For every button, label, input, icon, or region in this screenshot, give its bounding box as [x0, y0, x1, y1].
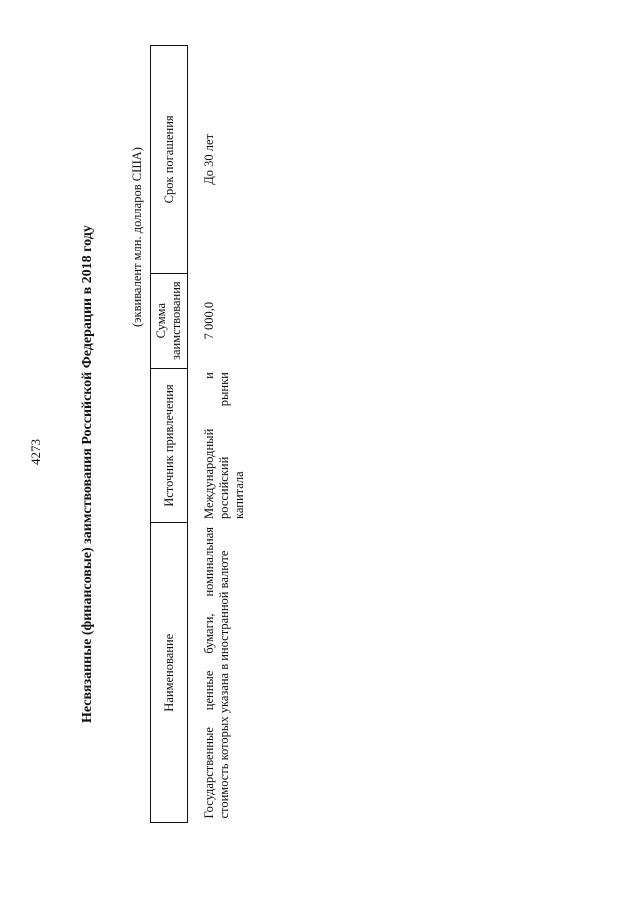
table-row: [188, 46, 248, 823]
table-header-row: [151, 46, 188, 823]
units-note: (эквивалент млн. долларов США): [130, 147, 144, 327]
cell-term: До 30 лет: [202, 133, 216, 185]
cell-name: Государственные ценные бумаги, номинальная стоимость которых указана в иностранной валюте: [202, 526, 231, 819]
header-name: Наименование: [151, 523, 188, 823]
cell-source: Международный и российский рынки капитала: [202, 372, 246, 519]
header-source: Источник привлечения: [151, 368, 188, 523]
header-term: Срок погашения: [151, 46, 188, 274]
borrowings-table: [150, 45, 247, 823]
document-title: Несвязанные (финансовые) заимствования Российской Федерации в 2018 году: [80, 225, 95, 723]
header-amount: Сумма заимствования: [151, 273, 188, 368]
cell-amount: 7 000,0: [202, 301, 216, 340]
page-number: 4273: [28, 439, 43, 465]
